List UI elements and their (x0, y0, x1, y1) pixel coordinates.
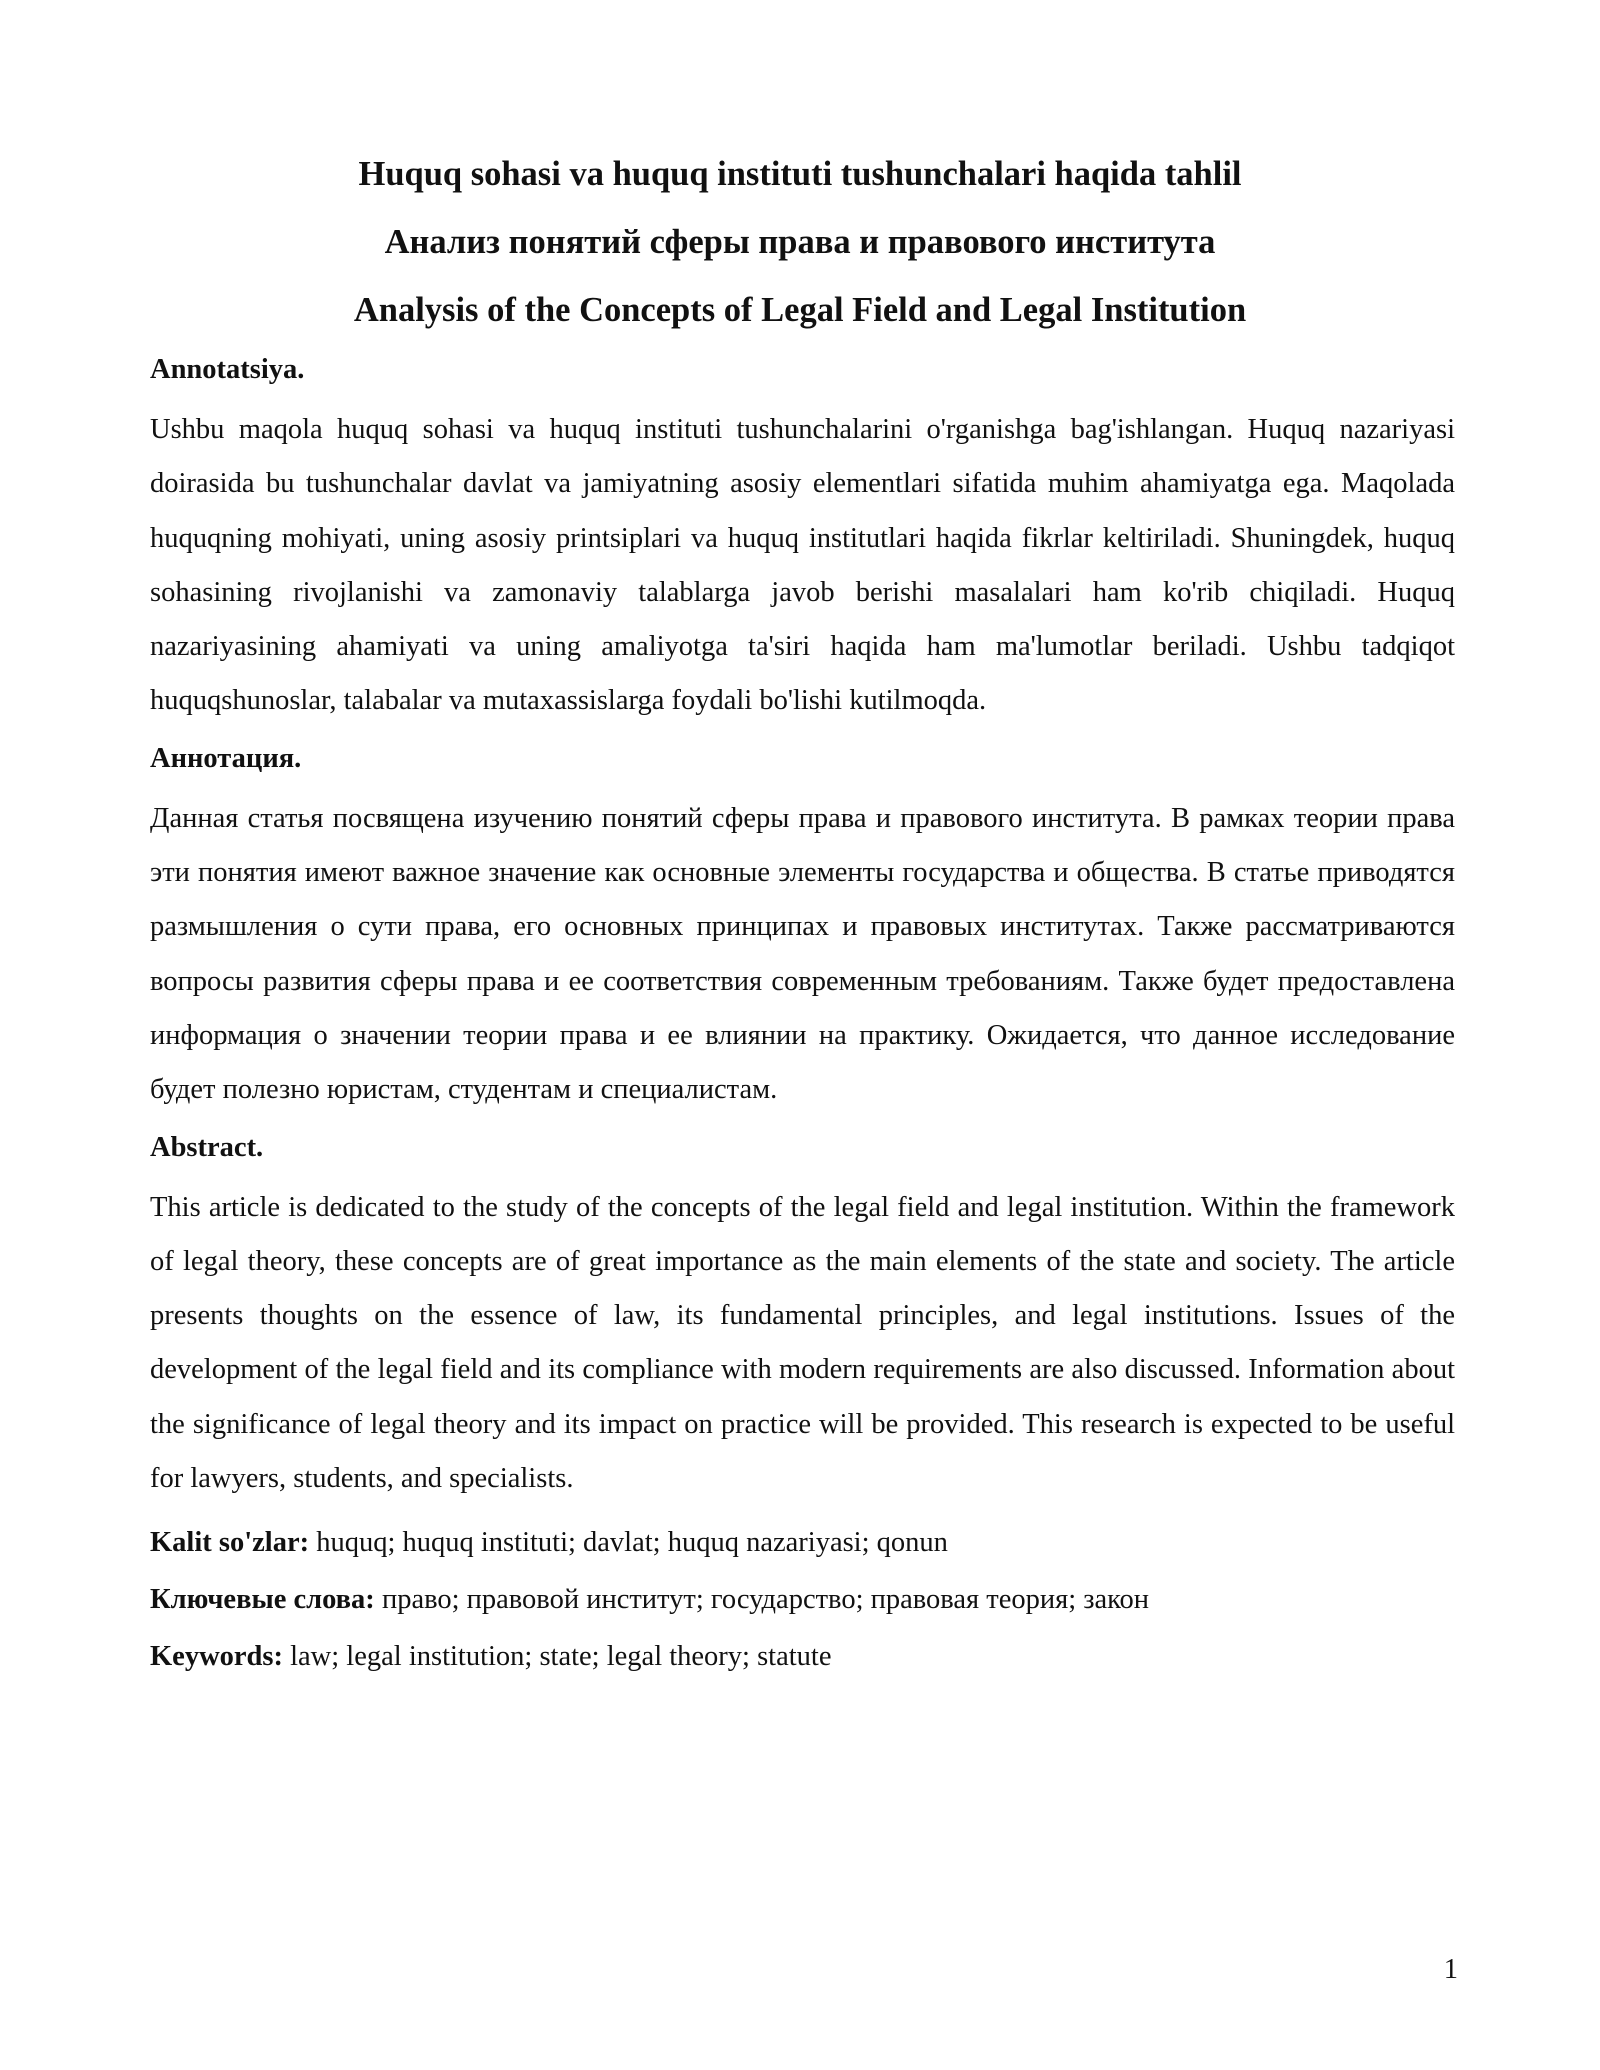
abstract-english-section (150, 1126, 1455, 1507)
abstract-english-heading: Abstract. (150, 1131, 264, 1163)
keywords-english-value: law; legal institution; state; legal theory; statute (282, 1641, 832, 1673)
keywords-block (150, 1514, 1455, 1685)
keywords-uzbek (150, 1514, 1455, 1571)
title-uzbek: Huquq sohasi va huquq instituti tushunchalari haqida tahlil (358, 155, 1242, 193)
annotation-russian-heading: Аннотация. (150, 742, 302, 774)
title-block (150, 140, 1450, 344)
page-number: 1 (1443, 1954, 1458, 1985)
keywords-russian-label: Ключевые слова: (150, 1584, 375, 1616)
keywords-russian-value: право; правовой институт; государство; правовая теория; закон (374, 1584, 1150, 1616)
article-body (150, 348, 1455, 1685)
abstract-english-text: This article is dedicated to the study of the concepts of the legal field and legal institution. Within the framework of legal theory, these concepts are of great importance as the main elements of the state and society. The article presents thoughts on the essence of law, its fundamental principles, and legal institutions. Issues of the development of the legal field and its compliance with modern requirements are also discussed. Information about the significance of legal theory and its impact on practice will be provided. This research is expected to be useful for lawyers, students, and specialists. (150, 1191, 1455, 1495)
keywords-russian (150, 1571, 1455, 1628)
annotation-uzbek-section (150, 348, 1455, 729)
keywords-english-label: Keywords: (150, 1641, 283, 1673)
annotation-russian-text: Данная статья посвящена изучению понятий сферы права и правового института. В рамках теории права эти понятия имеют важное значение как основные элементы государства и общества. В статье приводятся размышления о сути права, его основных принципах и правовых институтах. Также рассматриваются вопросы развития сферы права и ее соответствия современным требованиям. Также будет предоставлена информация о значении теории права и ее влиянии на практику. Ожидается, что данное исследование будет полезно юристам, студентам и специалистам. (150, 802, 1455, 1106)
annotation-uzbek-heading: Annotatsiya. (150, 354, 305, 385)
title-english: Analysis of the Concepts of Legal Field and Legal Institution (353, 291, 1247, 329)
title-russian: Анализ понятий сферы права и правового института (384, 223, 1216, 261)
annotation-uzbek-text: Ushbu maqola huquq sohasi va huquq instituti tushunchalarini o'rganishga bag'ishlangan. Huquq nazariyasi doirasida bu tushunchalar davlat va jamiyatning asosiy elementlari sifatida muhim ahamiyatga ega. Maqolada huquqning mohiyati, uning asosiy printsiplari va huquq institutlari haqida fikrlar keltiriladi. Shuningdek, huquq sohasining rivojlanishi va zamonaviy talablarga javob berishi masalalari ham ko'rib chiqiladi. Huquq nazariyasining ahamiyati va uning amaliyotga ta'siri haqida ham ma'lumotlar beriladi. Ushbu tadqiqot huquqshunoslar, talabalar va mutaxassislarga foydali bo'lishi kutilmoqda. (150, 414, 1455, 717)
keywords-english (150, 1628, 1455, 1685)
annotation-russian-section (150, 737, 1455, 1118)
keywords-uzbek-label: Kalit so'zlar: (150, 1527, 310, 1559)
keywords-uzbek-value: huquq; huquq instituti; davlat; huquq nazariyasi; qonun (309, 1527, 948, 1559)
